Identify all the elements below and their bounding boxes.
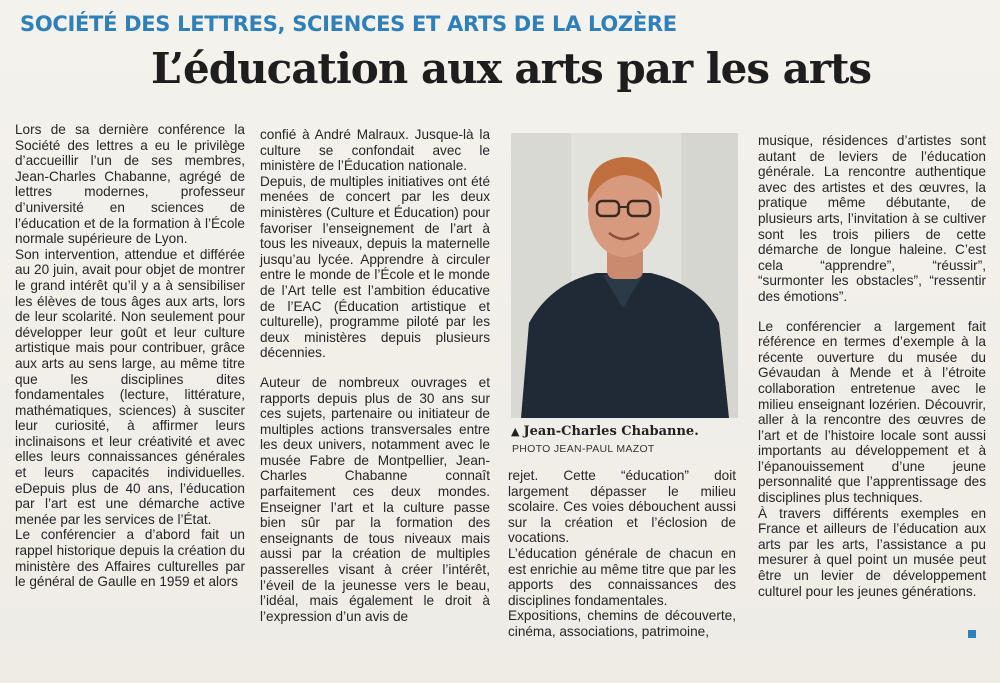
photo-credit: PHOTO JEAN-PAUL MAZOT xyxy=(512,443,655,455)
section-kicker: SOCIÉTÉ DES LETTRES, SCIENCES ET ARTS DE LA LOZÈRE xyxy=(20,12,677,36)
article-column-4 xyxy=(758,133,986,599)
paragraph: musique, résidences d’artistes sont autant de leviers de l’éducation générale. La rencontre authentique avec des artistes et des œuvres, la pratique même débutante, de plusieurs arts, l’invitation à se cultiver sont les trois piliers de cette démarche de longue haleine. C’est cela “apprendre”, “réussir”, “surmonter les obstacles”, “ressentir des émotions”. xyxy=(758,133,986,304)
end-of-article-square-icon xyxy=(968,630,976,638)
caption-text: Jean-Charles Chabanne. xyxy=(523,424,699,439)
paragraph: Depuis, de multiples initiatives ont été menées de concert par les deux ministères (Culture et Éducation) pour favoriser l’enseignement de l’art à tous les niveaux, depuis la maternelle jusqu’au lycée. Apprendre à circuler entre le monde de l’École et le monde de l’Art telle est l’ambition éducative de l’EAC (Éducation artistique et culturelle), programme piloté par les deux ministères depuis plusieurs décennies. xyxy=(260,173,490,361)
photo-caption xyxy=(511,424,699,439)
paragraph: rejet. Cette “éducation” doit largement dépasser le milieu scolaire. Ces voies débouchent aussi sur la création et l’éclosion de vocations. xyxy=(508,468,736,546)
paragraph: Le conférencier a d’abord fait un rappel historique depuis la création du ministère des Affaires culturelles par le général de Gaulle en 1959 et alors xyxy=(15,527,245,590)
paragraph: Son intervention, attendue et différée au 20 juin, avait pour objet de montrer le grand intérêt qu’il y a à sensibiliser les élèves de tous âges aux arts, lors de leur scolarité. Non seulement pour développer leur goût et leur culture artistique mais pour contribuer, grâce aux arts au sens large, au même titre que les disciplines dites fondamentales (lecture, littérature, mathématiques, sciences) à susciter leur curiosité, à affirmer leurs inclinaisons et leur créativité et avec elles leurs connaissances générales et leurs capacités individuelles. eDepuis plus de 40 ans, l’éducation par l’art est une démarche active menée par les services de l’État. xyxy=(15,246,245,527)
paragraph: confié à André Malraux. Jusque-là la culture se confondait avec le ministère de l’Éducation nationale. xyxy=(260,127,490,174)
article-column-2 xyxy=(260,127,490,624)
article-column-3 xyxy=(508,468,736,640)
paragraph: Lors de sa dernière conférence la Société des lettres a eu le privilège d’accueillir l’un de ses membres, Jean-Charles Chabanne, agrégé de lettres modernes, professeur d’université en sciences de l’éducation et de la formation à l’École normale supérieure de Lyon. xyxy=(15,122,245,247)
paragraph: À travers différents exemples en France et ailleurs de l’éducation aux arts par les arts, l’assistance a pu mesurer à quel point un musée peut être un levier de développement culturel pour les jeunes générations. xyxy=(758,505,986,599)
paragraph: L’éducation générale de chacun en est enrichie au même titre que par les apports des connaissances des disciplines fondamentales. xyxy=(508,545,736,608)
portrait-photo xyxy=(511,133,738,418)
paragraph: Expositions, chemins de découverte, cinéma, associations, patrimoine, xyxy=(508,608,736,639)
paragraph: Le conférencier a largement fait référence en termes d’exemple à la récente ouverture du musée du Gévaudan à Mende et à l’étroite collaboration entretenue avec le milieu enseignant lozérien. Découvrir, aller à la rencontre des œuvres de l’art et de l’histoire locale sont aussi importants au développement et à l’épanouissement d’une jeune personnalité que l’apprentissage des disciplines plus techniques. xyxy=(758,318,986,506)
article-headline: L’éducation aux arts par les arts xyxy=(150,44,872,93)
triangle-marker-icon: ▲ xyxy=(511,425,520,438)
article-column-1 xyxy=(15,122,245,590)
portrait-illustration xyxy=(511,133,738,418)
paragraph: Auteur de nombreux ouvrages et rapports depuis plus de 30 ans sur ces sujets, partenaire ou initiateur de multiples actions transversales entre les deux univers, notamment avec le musée Fabre de Montpellier, Jean-Charles Chabanne connaît parfaitement ces deux mondes. Enseigner l’art et la culture passe bien sûr par la formation des enseignants de tous niveaux mais aussi par la création de multiples passerelles visant à créer l’intérêt, l’éveil de la jeunesse vers le beau, l’idéal, mais également le droit à l’expression d’un avis de xyxy=(260,374,490,624)
